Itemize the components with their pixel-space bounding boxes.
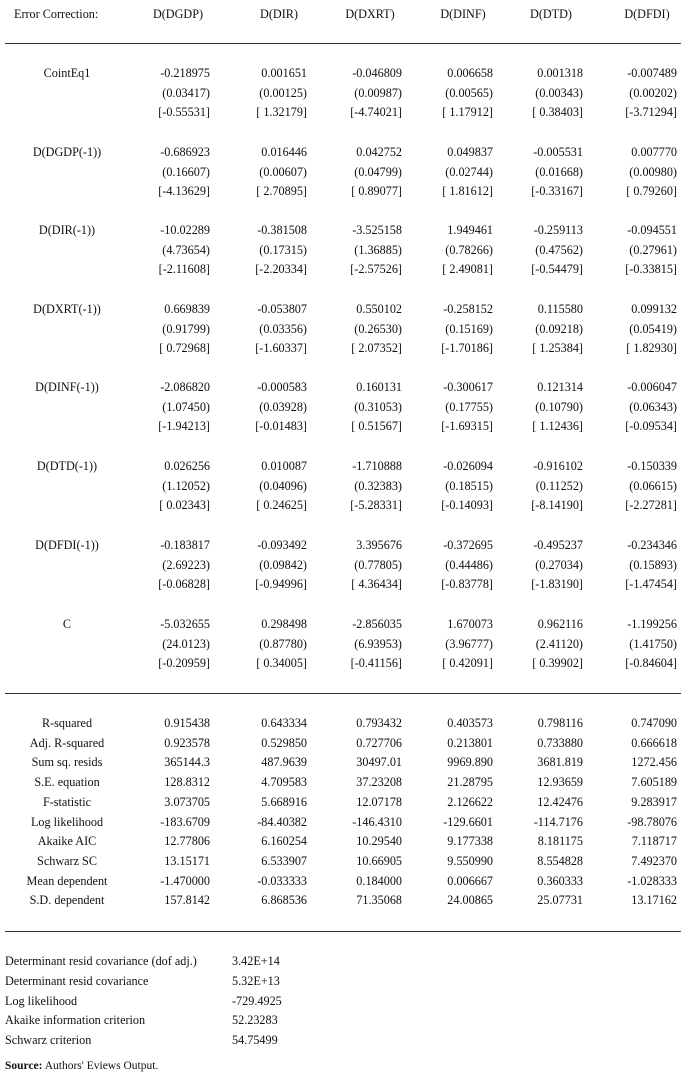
t-statistic-value: [-1.47454] <box>625 577 677 591</box>
coefficient-value: -0.093492 <box>257 538 307 552</box>
system-statistic-label: Determinant resid covariance (dof adj.) <box>5 954 197 968</box>
statistic-value: 487.9639 <box>261 755 307 770</box>
statistic-value: 12.42476 <box>537 794 583 809</box>
t-statistic-value: [ 1.25384] <box>532 341 583 355</box>
t-statistic-value: [ 1.17912] <box>442 105 493 119</box>
regressor-label: D(DTD(-1)) <box>36 459 98 473</box>
t-statistic-value: [-8.14190] <box>531 498 583 512</box>
statistic-value: 7.492370 <box>631 853 677 868</box>
coefficient-value: 0.026256 <box>164 459 210 473</box>
coefficient-value: -0.259113 <box>533 223 583 237</box>
source-note <box>5 1058 158 1074</box>
statistic-value: 37.23208 <box>356 775 402 790</box>
regressor-label: C <box>62 617 72 631</box>
coefficient-value: -0.094551 <box>627 223 677 237</box>
statistic-value: -84.40382 <box>257 814 307 829</box>
coefficient-value: 0.099132 <box>631 302 677 316</box>
statistic-value: 0.006667 <box>447 873 493 888</box>
header-divider <box>5 43 681 44</box>
t-statistic-value: [-2.20334] <box>255 262 307 276</box>
t-statistic-value: [-2.11608] <box>158 262 210 276</box>
coefficient-value: 1.949461 <box>447 223 493 237</box>
standard-error-value: (0.00607) <box>259 164 307 179</box>
standard-error-value: (0.03928) <box>259 399 307 414</box>
t-statistic-value: [ 0.72968] <box>159 341 210 355</box>
source-prefix: Source: <box>5 1060 43 1072</box>
standard-error-value: (0.47562) <box>535 242 583 257</box>
statistic-value: 10.29540 <box>356 834 402 849</box>
source-text: Authors' Eviews Output. <box>42 1060 159 1072</box>
statistic-value: 3681.819 <box>537 755 583 770</box>
t-statistic-value: [ 2.07352] <box>351 341 402 355</box>
statistic-value: 9.550990 <box>447 853 493 868</box>
statistic-value: 13.15171 <box>164 853 210 868</box>
coefficient-value: 0.006658 <box>447 66 493 80</box>
system-statistic-value: 5.32E+13 <box>232 973 280 988</box>
coefficient-value: -0.686923 <box>160 145 210 159</box>
statistic-value: 6.533907 <box>261 853 307 868</box>
standard-error-value: (0.00987) <box>354 85 402 100</box>
statistic-label: Mean dependent <box>26 873 108 888</box>
system-statistic-value: 3.42E+14 <box>232 954 280 968</box>
coefficient-value: -0.000583 <box>257 380 307 394</box>
system-statistic-label: Schwarz criterion <box>5 1033 92 1048</box>
statistic-label: S.E. equation <box>34 775 100 790</box>
coefficient-value: -5.032655 <box>160 617 210 631</box>
regressor-label: D(DFDI(-1)) <box>35 538 99 552</box>
statistic-value: 1272.456 <box>631 755 677 770</box>
t-statistic-value: [ 0.42091] <box>442 656 493 670</box>
coefficient-value: 0.010087 <box>261 459 307 473</box>
statistic-value: 0.727706 <box>356 735 402 750</box>
statistic-value: 157.8142 <box>164 893 210 908</box>
standard-error-value: (0.04096) <box>259 478 307 493</box>
coefficient-value: -0.916102 <box>533 459 583 473</box>
standard-error-value: (0.03417) <box>162 85 210 100</box>
standard-error-value: (0.44486) <box>445 557 493 572</box>
coefficient-value: -0.007489 <box>627 66 677 80</box>
statistic-value: 9969.890 <box>447 755 493 770</box>
standard-error-value: (0.09842) <box>259 557 307 572</box>
coefficient-value: -3.525158 <box>352 223 402 237</box>
coefficient-value: 0.001318 <box>537 66 583 80</box>
statistic-value: -1.028333 <box>627 873 677 888</box>
t-statistic-value: [-0.09534] <box>625 419 677 433</box>
t-statistic-value: [-1.60337] <box>255 341 307 355</box>
t-statistic-value: [ 0.38403] <box>532 105 583 119</box>
coefficient-value: -2.086820 <box>160 380 210 394</box>
t-statistic-value: [-1.94213] <box>158 419 210 433</box>
standard-error-value: (1.41750) <box>629 636 677 651</box>
statistic-label: Sum sq. resids <box>31 755 103 770</box>
statistic-value: 9.283917 <box>631 794 677 809</box>
statistic-value: 0.184000 <box>356 873 402 888</box>
coefficient-value: -0.026094 <box>443 459 493 473</box>
regressor-label: D(DXRT(-1)) <box>33 302 101 316</box>
statistic-value: 0.529850 <box>261 735 307 750</box>
standard-error-value: (24.0123) <box>162 636 210 651</box>
coefficient-value: 0.121314 <box>537 380 583 394</box>
coefficient-value: -0.006047 <box>627 380 677 394</box>
t-statistic-value: [-1.83190] <box>531 577 583 591</box>
standard-error-value: (3.96777) <box>445 636 493 651</box>
statistic-value: 0.213801 <box>447 735 493 750</box>
statistic-value: 12.77806 <box>164 834 210 849</box>
column-header: D(DIR) <box>260 7 298 21</box>
system-statistic-label: Akaike information criterion <box>5 1013 146 1028</box>
statistic-value: 12.07178 <box>356 794 402 809</box>
standard-error-value: (0.15893) <box>629 557 677 572</box>
coefficient-value: -0.218975 <box>160 66 210 80</box>
statistic-label: Log likelihood <box>30 814 104 829</box>
column-header: D(DFDI) <box>624 7 670 21</box>
t-statistic-value: [-0.20959] <box>158 656 210 670</box>
regressor-label: D(DGDP(-1)) <box>32 145 102 159</box>
statistic-value: 30497.01 <box>356 755 402 770</box>
t-statistic-value: [-0.55531] <box>158 105 210 119</box>
statistic-value: 365144.3 <box>164 755 210 770</box>
statistic-value: 13.17162 <box>631 893 677 908</box>
standard-error-value: (0.77805) <box>354 557 402 572</box>
standard-error-value: (0.91799) <box>162 321 210 336</box>
coefficient-value: 0.049837 <box>447 145 493 159</box>
statistic-value: 0.915438 <box>164 716 210 730</box>
standard-error-value: (0.00980) <box>629 164 677 179</box>
statistic-value: 128.8312 <box>164 775 210 790</box>
statistic-value: 0.666618 <box>631 735 677 750</box>
statistic-label: Akaike AIC <box>37 834 97 849</box>
statistic-label: F-statistic <box>42 794 92 809</box>
standard-error-value: (0.87780) <box>259 636 307 651</box>
standard-error-value: (0.11252) <box>535 478 583 493</box>
t-statistic-value: [-0.06828] <box>158 577 210 591</box>
statistic-value: 5.668916 <box>261 794 307 809</box>
standard-error-value: (0.03356) <box>259 321 307 336</box>
standard-error-value: (0.15169) <box>445 321 493 336</box>
system-statistic-value: 54.75499 <box>232 1033 278 1048</box>
standard-error-value: (0.17315) <box>259 242 307 257</box>
statistic-value: 4.709583 <box>261 775 307 790</box>
standard-error-value: (0.00565) <box>445 85 493 100</box>
t-statistic-value: [-2.27281] <box>625 498 677 512</box>
t-statistic-value: [-0.54479] <box>531 262 583 276</box>
t-statistic-value: [ 1.32179] <box>256 105 307 119</box>
coefficient-value: 0.115580 <box>537 302 583 316</box>
statistic-value: 71.35068 <box>356 893 402 908</box>
t-statistic-value: [-3.71294] <box>625 105 677 119</box>
t-statistic-value: [-0.14093] <box>441 498 493 512</box>
coefficient-value: -0.381508 <box>257 223 307 237</box>
coefficient-value: 0.001651 <box>261 66 307 80</box>
column-header: D(DGDP) <box>152 7 204 21</box>
t-statistic-value: [ 0.34005] <box>256 656 307 670</box>
coefficient-value: -10.02289 <box>160 223 210 237</box>
t-statistic-value: [-2.57526] <box>350 262 402 276</box>
t-statistic-value: [ 0.02343] <box>159 498 210 512</box>
standard-error-value: (0.04799) <box>354 164 402 179</box>
coefficient-value: 1.670073 <box>447 617 493 631</box>
system-statistic-value: -729.4925 <box>232 993 282 1008</box>
coefficient-value: -0.495237 <box>533 538 583 552</box>
statistic-value: 7.605189 <box>631 775 677 790</box>
statistic-value: 0.793432 <box>356 716 402 730</box>
statistic-value: 7.118717 <box>631 834 677 849</box>
statistic-label: S.D. dependent <box>29 893 105 908</box>
statistic-value: 0.798116 <box>537 716 583 730</box>
standard-error-value: (2.69223) <box>162 557 210 572</box>
t-statistic-value: [ 0.51567] <box>351 419 402 433</box>
standard-error-value: (0.18515) <box>445 478 493 493</box>
t-statistic-value: [-0.41156] <box>350 656 402 670</box>
statistic-value: 2.126622 <box>447 794 493 809</box>
standard-error-value: (0.00343) <box>535 85 583 100</box>
coefficient-value: 0.042752 <box>356 145 402 159</box>
statistic-label: Schwarz SC <box>37 853 97 868</box>
standard-error-value: (1.36885) <box>354 242 402 257</box>
t-statistic-value: [-0.01483] <box>255 419 307 433</box>
t-statistic-value: [-5.28331] <box>350 498 402 512</box>
statistic-value: 6.868536 <box>261 893 307 908</box>
header-label: Error Correction: <box>14 7 99 21</box>
coefficient-value: 3.395676 <box>356 538 402 552</box>
standard-error-value: (0.05419) <box>629 321 677 336</box>
standard-error-value: (0.06343) <box>629 399 677 414</box>
coefficient-value: -1.199256 <box>627 617 677 631</box>
statistic-value: 10.66905 <box>356 853 402 868</box>
regressor-label: CointEq1 <box>43 66 91 80</box>
coefficient-value: -0.053807 <box>257 302 307 316</box>
t-statistic-value: [-0.83778] <box>441 577 493 591</box>
statistic-value: -129.6601 <box>443 814 493 829</box>
standard-error-value: (0.31053) <box>354 399 402 414</box>
coefficient-value: 0.007770 <box>631 145 677 159</box>
coefficient-value: -0.300617 <box>443 380 493 394</box>
system-statistic-label: Determinant resid covariance <box>5 973 149 988</box>
t-statistic-value: [-0.33167] <box>531 184 583 198</box>
coefficient-value: -0.258152 <box>443 302 493 316</box>
system-statistic-label: Log likelihood <box>5 993 78 1008</box>
standard-error-value: (0.17755) <box>445 399 493 414</box>
statistic-value: 6.160254 <box>261 834 307 849</box>
column-header: D(DTD) <box>530 7 572 21</box>
regressor-label: D(DIR(-1)) <box>38 223 96 237</box>
coefficient-value: -0.372695 <box>443 538 493 552</box>
standard-error-value: (4.73654) <box>162 242 210 257</box>
standard-error-value: (0.27034) <box>535 557 583 572</box>
statistic-value: 21.28795 <box>447 775 493 790</box>
coefficient-value: 0.160131 <box>356 380 402 394</box>
t-statistic-value: [ 1.81612] <box>442 184 493 198</box>
coefficient-value: 0.962116 <box>537 617 583 631</box>
coefficients-divider <box>5 693 681 694</box>
t-statistic-value: [ 4.36434] <box>351 577 402 591</box>
t-statistic-value: [ 0.24625] <box>256 498 307 512</box>
t-statistic-value: [ 1.12436] <box>532 419 583 433</box>
coefficient-value: -0.183817 <box>160 538 210 552</box>
standard-error-value: (0.26530) <box>354 321 402 336</box>
t-statistic-value: [ 1.82930] <box>626 341 677 355</box>
standard-error-value: (0.00125) <box>259 85 307 100</box>
statistic-value: -146.4310 <box>352 814 402 829</box>
t-statistic-value: [-1.69315] <box>441 419 493 433</box>
statistic-value: 25.07731 <box>537 893 583 908</box>
t-statistic-value: [-4.13629] <box>158 184 210 198</box>
statistic-value: -1.470000 <box>160 873 210 888</box>
t-statistic-value: [-0.33815] <box>625 262 677 276</box>
standard-error-value: (0.09218) <box>535 321 583 336</box>
statistic-value: 0.360333 <box>537 873 583 888</box>
statistic-value: 8.554828 <box>537 853 583 868</box>
coefficient-value: 0.669839 <box>164 302 210 316</box>
statistic-value: -114.7176 <box>533 814 583 829</box>
statistic-value: 3.073705 <box>164 794 210 809</box>
statistic-value: 24.00865 <box>447 893 493 908</box>
standard-error-value: (0.02744) <box>445 164 493 179</box>
standard-error-value: (1.07450) <box>162 399 210 414</box>
coefficient-value: -0.150339 <box>627 459 677 473</box>
t-statistic-value: [-0.84604] <box>625 656 677 670</box>
coefficient-value: -2.856035 <box>352 617 402 631</box>
standard-error-value: (0.27961) <box>629 242 677 257</box>
statistic-value: 9.177338 <box>447 834 493 849</box>
t-statistic-value: [ 2.49081] <box>442 262 493 276</box>
t-statistic-value: [-1.70186] <box>441 341 493 355</box>
t-statistic-value: [ 0.79260] <box>626 184 677 198</box>
t-statistic-value: [-0.94996] <box>255 577 307 591</box>
standard-error-value: (6.93953) <box>354 636 402 651</box>
standard-error-value: (0.16607) <box>162 164 210 179</box>
statistic-label: Adj. R-squared <box>29 735 105 750</box>
statistic-value: 8.181175 <box>537 834 583 849</box>
column-header: D(DXRT) <box>345 7 395 21</box>
standard-error-value: (0.78266) <box>445 242 493 257</box>
standard-error-value: (0.06615) <box>629 478 677 493</box>
statistic-value: 12.93659 <box>537 775 583 790</box>
t-statistic-value: [ 2.70895] <box>256 184 307 198</box>
statistic-value: -0.033333 <box>257 873 307 888</box>
statistic-value: 0.923578 <box>164 735 210 750</box>
standard-error-value: (0.32383) <box>354 478 402 493</box>
statistic-value: 0.733880 <box>537 735 583 750</box>
coefficient-value: 0.016446 <box>261 145 307 159</box>
statistic-value: -183.6709 <box>160 814 210 829</box>
t-statistic-value: [ 0.89077] <box>351 184 402 198</box>
coefficient-value: -0.046809 <box>352 66 402 80</box>
standard-error-value: (2.41120) <box>535 636 583 651</box>
statistics-divider <box>5 931 681 932</box>
column-header: D(DINF) <box>440 7 486 21</box>
coefficient-value: -0.005531 <box>533 145 583 159</box>
standard-error-value: (1.12052) <box>162 478 210 493</box>
system-statistic-value: 52.23283 <box>232 1013 278 1028</box>
statistic-value: 0.643334 <box>261 716 307 730</box>
coefficient-value: 0.298498 <box>261 617 307 631</box>
coefficient-value: -0.234346 <box>627 538 677 552</box>
coefficient-value: 0.550102 <box>356 302 402 316</box>
t-statistic-value: [ 0.39902] <box>532 656 583 670</box>
statistic-label: R-squared <box>41 716 93 730</box>
statistic-value: 0.403573 <box>447 716 493 730</box>
statistic-value: -98.78076 <box>627 814 677 829</box>
standard-error-value: (0.00202) <box>629 85 677 100</box>
standard-error-value: (0.01668) <box>535 164 583 179</box>
regressor-label: D(DINF(-1)) <box>35 380 99 394</box>
standard-error-value: (0.10790) <box>535 399 583 414</box>
t-statistic-value: [-4.74021] <box>350 105 402 119</box>
statistic-value: 0.747090 <box>631 716 677 730</box>
coefficient-value: -1.710888 <box>352 459 402 473</box>
